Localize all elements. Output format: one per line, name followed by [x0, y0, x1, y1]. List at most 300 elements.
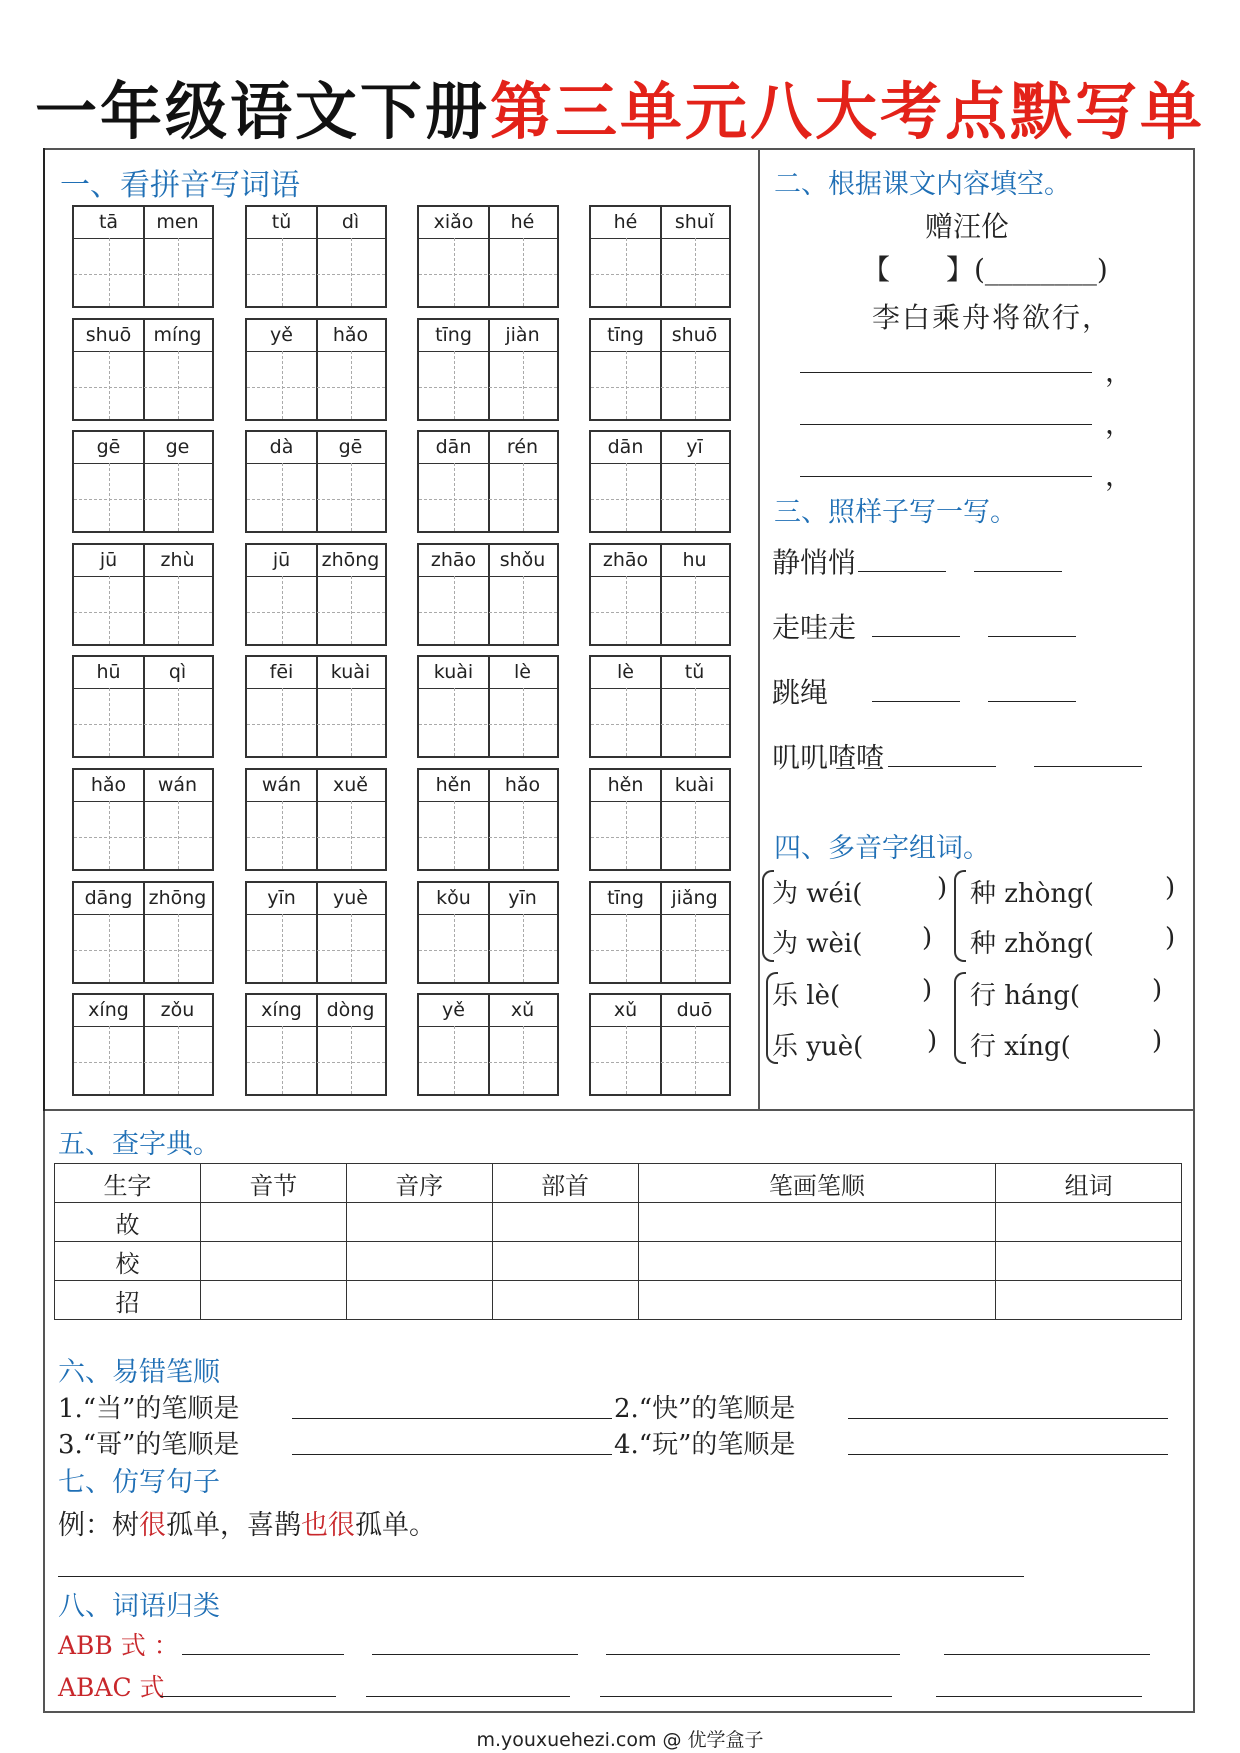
answer-cell[interactable] [346, 1242, 492, 1281]
guide-line-v [282, 688, 283, 756]
cell-divider [660, 545, 662, 644]
pinyin-syllable: tīng [607, 324, 644, 346]
guide-line-h [74, 612, 212, 613]
guide-line-v [523, 1026, 524, 1094]
guide-line-h [247, 950, 385, 951]
dictionary-table [54, 1163, 1182, 1320]
pinyin-syllable: dān [435, 436, 472, 458]
example-sentence [58, 1503, 436, 1542]
word-box[interactable] [245, 768, 387, 871]
guide-line-v [282, 351, 283, 419]
pinyin-syllable: xíng [261, 999, 302, 1021]
guide-line-v [351, 801, 352, 869]
pinyin-syllable: kuài [330, 661, 371, 683]
cell-divider [316, 657, 318, 756]
guide-line-v [695, 351, 696, 419]
guide-line-v [178, 801, 179, 869]
pinyin-syllable: hǎo [332, 324, 369, 346]
pinyin-syllable: qì [168, 661, 187, 683]
pinyin-syllable: hǎo [504, 774, 541, 796]
stroke-q1: 1.“当”的笔顺是 [58, 1394, 240, 1424]
poly-xing-close: ) [1152, 1026, 1163, 1056]
guide-line-h [247, 274, 385, 275]
guide-line-v [109, 238, 110, 306]
guide-line-v [351, 914, 352, 982]
pinyin-syllable: xiǎo [433, 211, 474, 233]
poly-le-close: ) [922, 975, 933, 1005]
sec3-heading: 三、照样子写一写。 [774, 497, 1017, 528]
pinyin-syllable: hū [96, 661, 121, 683]
word-box[interactable] [589, 318, 731, 421]
abb-blank-1[interactable] [182, 1654, 344, 1655]
answer-cell[interactable] [200, 1281, 346, 1320]
word-box[interactable] [72, 768, 214, 871]
guide-line-v [178, 914, 179, 982]
guide-line-v [178, 688, 179, 756]
cell-divider [488, 883, 490, 982]
guide-line-h [591, 950, 729, 951]
cell-divider [488, 320, 490, 419]
cell-divider [488, 432, 490, 531]
guide-line-v [695, 576, 696, 644]
sec3-blank-4a[interactable] [888, 766, 996, 767]
cell-divider [143, 545, 145, 644]
footer-watermark: m.youxuehezi.com @ 优学盒子 [476, 1729, 764, 1751]
pinyin-syllable: fēi [269, 661, 294, 683]
title-red: 第三单元八大考点默写单 [490, 75, 1206, 148]
guide-line-h [247, 1062, 385, 1063]
guide-line-v [351, 463, 352, 531]
word-box[interactable] [589, 430, 731, 533]
guide-line-v [282, 1026, 283, 1094]
abb-label: ABB 式 ： [58, 1631, 179, 1660]
word-box[interactable] [417, 881, 559, 984]
guide-line-v [109, 1026, 110, 1094]
guide-line-v [626, 351, 627, 419]
poem-comma-3: ， [1105, 407, 1134, 440]
poly-zhong3-close: ) [1165, 923, 1176, 953]
pinyin-syllable: shuǐ [674, 211, 715, 233]
answer-cell[interactable] [638, 1203, 996, 1242]
pinyin-syllable: jiǎng [671, 887, 718, 909]
guide-line-v [523, 351, 524, 419]
guide-line-h [419, 387, 557, 388]
cell-divider [488, 545, 490, 644]
left-edge [43, 148, 45, 1111]
sec7-heading: 七、仿写句子 [58, 1467, 220, 1498]
guide-line-v [282, 576, 283, 644]
answer-cell[interactable] [638, 1281, 996, 1320]
poly-wei4: 为 wèi( [772, 929, 863, 959]
abb-blank-4[interactable] [944, 1654, 1150, 1655]
word-box[interactable] [72, 993, 214, 1096]
guide-line-v [626, 688, 627, 756]
guide-line-h [247, 724, 385, 725]
guide-line-v [109, 688, 110, 756]
sec8-heading: 八、词语归类 [58, 1591, 220, 1622]
poem-title: 赠汪伦 [925, 210, 1010, 243]
pinyin-syllable: shuō [671, 324, 718, 346]
guide-line-v [109, 351, 110, 419]
sec4-heading: 四、多音字组词。 [774, 833, 990, 864]
guide-line-h [74, 274, 212, 275]
guide-line-v [351, 351, 352, 419]
sec3-blank-3b[interactable] [988, 701, 1076, 702]
cell-divider [660, 657, 662, 756]
pinyin-syllable: jū [99, 549, 118, 571]
stroke-q1-blank[interactable] [292, 1418, 612, 1419]
guide-line-v [626, 463, 627, 531]
word-box[interactable] [417, 205, 559, 308]
guide-line-v [523, 576, 524, 644]
poly-yue: 乐 yuè( [772, 1032, 864, 1062]
cell-divider [660, 320, 662, 419]
guide-line-v [178, 463, 179, 531]
abb-blank-3[interactable] [606, 1654, 900, 1655]
pinyin-syllable: hǎo [90, 774, 127, 796]
guide-line-v [626, 238, 627, 306]
guide-line-h [247, 612, 385, 613]
guide-line-h [74, 724, 212, 725]
pinyin-syllable: xǔ [613, 999, 638, 1021]
guide-line-h [74, 499, 212, 500]
answer-cell[interactable] [200, 1203, 346, 1242]
abac-blank-4[interactable] [936, 1696, 1142, 1697]
poly-zhong4-close: ) [1165, 873, 1176, 903]
word-box[interactable] [417, 318, 559, 421]
pinyin-syllable: shǒu [499, 549, 546, 571]
pinyin-syllable: duō [676, 999, 713, 1021]
word-box[interactable] [589, 881, 731, 984]
guide-line-h [591, 724, 729, 725]
guide-line-v [109, 914, 110, 982]
pinyin-syllable: tǔ [684, 661, 705, 683]
pinyin-syllable: yīn [508, 887, 537, 909]
guide-line-v [454, 238, 455, 306]
word-box[interactable] [245, 881, 387, 984]
sec3-blank-1b[interactable] [974, 571, 1062, 572]
guide-line-v [454, 801, 455, 869]
table-header-row [55, 1164, 1182, 1203]
pinyin-syllable: zhāo [430, 549, 477, 571]
guide-line-h [591, 274, 729, 275]
cell-divider [660, 432, 662, 531]
cell-divider [316, 995, 318, 1094]
cell-divider [488, 207, 490, 306]
guide-line-v [282, 238, 283, 306]
guide-line-v [626, 914, 627, 982]
pinyin-syllable: yī [686, 436, 703, 458]
guide-line-v [351, 1026, 352, 1094]
example-highlight: 很 [139, 1510, 166, 1541]
poly-wei2-close: ) [937, 873, 948, 903]
guide-line-h [247, 837, 385, 838]
guide-line-v [454, 351, 455, 419]
pinyin-syllable: ge [165, 436, 190, 458]
sec3-item-4: 叽叽喳喳 [772, 741, 885, 774]
guide-line-v [626, 1026, 627, 1094]
sec2-heading: 二、根据课文内容填空。 [774, 169, 1071, 200]
guide-line-v [282, 463, 283, 531]
guide-line-v [178, 1026, 179, 1094]
pinyin-syllable: hěn [607, 774, 644, 796]
word-box[interactable] [417, 543, 559, 646]
pinyin-syllable: gē [96, 436, 121, 458]
stroke-q4: 4.“玩”的笔顺是 [614, 1430, 796, 1460]
cell-divider [143, 657, 145, 756]
abac-label: ABAC 式 [58, 1673, 165, 1702]
section-divider-left [43, 1109, 759, 1111]
poem-blank-2[interactable] [800, 372, 1092, 373]
word-box[interactable] [245, 205, 387, 308]
pinyin-syllable: kuài [433, 661, 474, 683]
word-box[interactable] [72, 318, 214, 421]
poem-author: 【 】(________) [862, 253, 1108, 286]
stroke-q2: 2.“快”的笔顺是 [614, 1394, 796, 1424]
stroke-q4-blank[interactable] [848, 1454, 1168, 1455]
col-header: 部首 [492, 1164, 638, 1203]
cell-divider [660, 770, 662, 869]
guide-line-h [591, 387, 729, 388]
poly-wei4-close: ) [922, 923, 933, 953]
word-box[interactable] [417, 993, 559, 1096]
example-part: 孤单，喜鹊 [166, 1510, 301, 1541]
pinyin-syllable: zhù [160, 549, 195, 571]
cell-divider [143, 207, 145, 306]
pinyin-syllable: dān [607, 436, 644, 458]
pinyin-syllable: wán [157, 774, 198, 796]
pinyin-syllable: zǒu [160, 999, 195, 1021]
pinyin-syllable: kuài [674, 774, 715, 796]
pinyin-syllable: kǒu [436, 887, 471, 909]
pinyin-syllable: tā [98, 211, 119, 233]
guide-line-v [626, 576, 627, 644]
word-box[interactable] [245, 318, 387, 421]
pinyin-syllable: zhōng [148, 887, 207, 909]
cell-divider [143, 432, 145, 531]
word-box[interactable] [72, 543, 214, 646]
guide-line-v [282, 801, 283, 869]
answer-cell[interactable] [492, 1203, 638, 1242]
pinyin-syllable: yě [270, 324, 293, 346]
answer-cell[interactable] [638, 1242, 996, 1281]
cell-divider [143, 995, 145, 1094]
pinyin-syllable: tǔ [271, 211, 292, 233]
brace-right-1 [954, 870, 966, 962]
word-box[interactable] [245, 430, 387, 533]
word-box[interactable] [589, 768, 731, 871]
word-box[interactable] [589, 543, 731, 646]
pinyin-syllable: yě [442, 999, 465, 1021]
answer-cell[interactable] [492, 1242, 638, 1281]
word-box[interactable] [245, 543, 387, 646]
guide-line-v [523, 688, 524, 756]
abb-blank-2[interactable] [372, 1654, 578, 1655]
sec3-blank-2a[interactable] [872, 636, 960, 637]
guide-line-v [351, 576, 352, 644]
guide-line-v [109, 463, 110, 531]
guide-line-v [523, 914, 524, 982]
row-char: 招 [55, 1281, 201, 1320]
guide-line-v [695, 238, 696, 306]
pinyin-syllable: hu [682, 549, 707, 571]
word-box[interactable] [245, 655, 387, 758]
poly-zhong3: 种 zhǒng( [970, 929, 1094, 959]
pinyin-syllable: xǔ [510, 999, 535, 1021]
guide-line-v [695, 801, 696, 869]
guide-line-v [523, 463, 524, 531]
cell-divider [660, 207, 662, 306]
answer-cell[interactable] [346, 1281, 492, 1320]
answer-cell[interactable] [996, 1242, 1182, 1281]
word-box[interactable] [417, 430, 559, 533]
guide-line-v [178, 576, 179, 644]
answer-cell[interactable] [200, 1242, 346, 1281]
pinyin-syllable: xíng [88, 999, 129, 1021]
sec3-blank-2b[interactable] [988, 636, 1076, 637]
sec6-heading: 六、易错笔顺 [58, 1357, 220, 1388]
imitate-sentence-blank[interactable] [58, 1576, 1024, 1577]
guide-line-v [454, 1026, 455, 1094]
guide-line-v [454, 463, 455, 531]
guide-line-h [419, 837, 557, 838]
stroke-q3: 3.“哥”的笔顺是 [58, 1430, 240, 1460]
guide-line-h [591, 1062, 729, 1063]
pinyin-syllable: wán [261, 774, 302, 796]
pinyin-syllable: yuè [333, 887, 368, 909]
pinyin-syllable: xuě [333, 774, 368, 796]
poem-blank-4[interactable] [800, 476, 1092, 477]
cell-divider [143, 883, 145, 982]
poly-zhong4: 种 zhòng( [970, 879, 1094, 909]
poem-comma-2: ， [1105, 355, 1134, 388]
cell-divider [316, 432, 318, 531]
word-box[interactable] [589, 993, 731, 1096]
pinyin-syllable: dāng [84, 887, 133, 909]
page-title [0, 62, 1240, 151]
sec3-blank-1a[interactable] [858, 571, 946, 572]
pinyin-syllable: jū [272, 549, 291, 571]
col-header: 组词 [996, 1164, 1182, 1203]
word-box[interactable] [417, 768, 559, 871]
cell-divider [316, 883, 318, 982]
guide-line-v [695, 914, 696, 982]
word-box[interactable] [72, 655, 214, 758]
title-black: 一年级语文下册 [34, 75, 490, 148]
poem-line-1: 李白乘舟将欲行， [872, 301, 1113, 334]
poly-wei2: 为 wéi( [772, 879, 863, 909]
cell-divider [488, 995, 490, 1094]
sec3-blank-3a[interactable] [872, 701, 960, 702]
guide-line-h [419, 724, 557, 725]
guide-line-h [591, 499, 729, 500]
answer-cell[interactable] [996, 1281, 1182, 1320]
table-row [55, 1281, 1182, 1320]
poem-comma-4: ， [1105, 459, 1134, 492]
word-box[interactable] [417, 655, 559, 758]
poly-hang-close: ) [1152, 975, 1163, 1005]
word-box[interactable] [72, 430, 214, 533]
guide-line-v [178, 351, 179, 419]
cell-divider [316, 545, 318, 644]
guide-line-h [591, 837, 729, 838]
guide-line-v [454, 576, 455, 644]
example-part: 孤单。 [355, 1510, 436, 1541]
table-row [55, 1242, 1182, 1281]
pinyin-syllable: hé [613, 211, 638, 233]
abac-blank-3[interactable] [600, 1696, 892, 1697]
stroke-q3-blank[interactable] [292, 1454, 612, 1455]
cell-divider [316, 320, 318, 419]
pinyin-syllable: men [156, 211, 199, 233]
pinyin-syllable: gē [338, 436, 363, 458]
sec5-heading: 五、查字典。 [58, 1129, 220, 1160]
pinyin-syllable: hěn [435, 774, 472, 796]
guide-line-h [419, 499, 557, 500]
pinyin-syllable: rén [506, 436, 539, 458]
guide-line-v [695, 1026, 696, 1094]
cell-divider [488, 657, 490, 756]
word-box[interactable] [589, 205, 731, 308]
col-header: 音节 [200, 1164, 346, 1203]
poem-blank-3[interactable] [800, 424, 1092, 425]
word-box[interactable] [245, 993, 387, 1096]
guide-line-v [626, 801, 627, 869]
guide-line-v [282, 914, 283, 982]
guide-line-h [419, 612, 557, 613]
answer-cell[interactable] [346, 1203, 492, 1242]
guide-line-h [74, 837, 212, 838]
guide-line-v [695, 688, 696, 756]
col-header: 笔画笔顺 [638, 1164, 996, 1203]
poly-le: 乐 lè( [772, 981, 841, 1011]
answer-cell[interactable] [492, 1281, 638, 1320]
section-divider-right [759, 1109, 1195, 1111]
table-row [55, 1203, 1182, 1242]
sec3-blank-4b[interactable] [1034, 766, 1142, 767]
pinyin-syllable: shuō [85, 324, 132, 346]
guide-line-h [247, 499, 385, 500]
sec1-heading: 一、看拼音写词语 [60, 168, 300, 203]
guide-line-h [74, 1062, 212, 1063]
guide-line-v [523, 801, 524, 869]
cell-divider [316, 770, 318, 869]
cell-divider [143, 320, 145, 419]
pinyin-syllable: lè [514, 661, 531, 683]
answer-cell[interactable] [996, 1203, 1182, 1242]
guide-line-v [695, 463, 696, 531]
pinyin-syllable: dà [269, 436, 294, 458]
word-box[interactable] [589, 655, 731, 758]
guide-line-h [74, 950, 212, 951]
example-part: 例：树 [58, 1510, 139, 1541]
pinyin-syllable: lè [617, 661, 634, 683]
guide-line-h [74, 387, 212, 388]
abac-blank-1[interactable] [160, 1696, 336, 1697]
word-box[interactable] [72, 881, 214, 984]
word-box[interactable] [72, 205, 214, 308]
abac-blank-2[interactable] [366, 1696, 570, 1697]
pinyin-syllable: zhāo [602, 549, 649, 571]
col-header: 生字 [55, 1164, 201, 1203]
sec3-item-2: 走哇走 [772, 611, 857, 644]
stroke-q2-blank[interactable] [848, 1418, 1168, 1419]
cell-divider [660, 883, 662, 982]
guide-line-v [351, 688, 352, 756]
example-highlight: 也很 [301, 1510, 355, 1541]
guide-line-v [109, 576, 110, 644]
guide-line-h [419, 274, 557, 275]
